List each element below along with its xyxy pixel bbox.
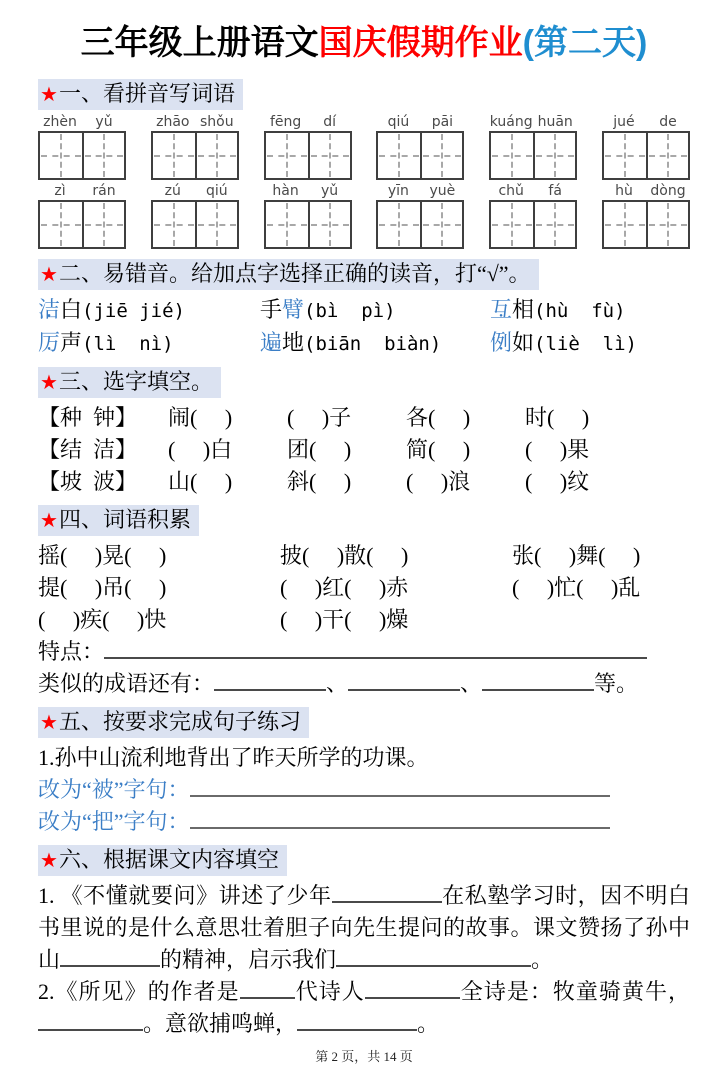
grid-cell (604, 202, 646, 247)
answer-blank (104, 638, 647, 659)
answer-blank (214, 670, 326, 691)
similar-label: 类似的成语还有： (38, 671, 215, 696)
trait-label: 特点： (38, 639, 105, 664)
fill-cell: 团( ) (287, 437, 352, 462)
idiom-cell: 张( )舞( ) (512, 543, 641, 568)
word-pronunciation-item: 厉 ●声(lì nì) (38, 327, 260, 360)
char-choice-row (38, 402, 690, 434)
answer-blank (336, 946, 531, 967)
writing-grid (602, 200, 690, 249)
grid-cell (646, 202, 688, 247)
star-icon: ★ (40, 264, 58, 286)
pinyin-grid-unit (264, 183, 352, 249)
pinyin-label: zú qiú (164, 183, 228, 199)
word-pronunciation-item: 遍 ●地(biān biàn) (260, 327, 490, 360)
grid-cell (604, 133, 646, 178)
fill-cell: 闹( ) (168, 405, 233, 430)
pronunciation-row (38, 327, 690, 360)
word-pronunciation-item: 洁 ●白(jiē jié) (38, 294, 260, 327)
writing-grid (264, 200, 352, 249)
pinyin-grid-unit (38, 183, 126, 249)
grid-cell (153, 133, 195, 178)
answer-blank (332, 882, 442, 903)
idiom-row (38, 572, 690, 604)
grid-cell (82, 202, 124, 247)
fill-cell: 山( ) (168, 469, 233, 494)
pinyin-label: hù dòng (615, 183, 686, 199)
fill-cell: 时( ) (525, 405, 590, 430)
bei-label: 改为“被”字句： (38, 777, 190, 802)
star-icon: ★ (40, 372, 58, 394)
section-4-title: 四、词语积累 (58, 507, 191, 532)
section-3-title: 三、选字填空。 (58, 369, 213, 394)
ba-sentence-line (38, 806, 690, 838)
separator: 、 (460, 671, 483, 696)
section-5-title: 五、按要求完成句子练习 (58, 709, 301, 734)
pinyin-label: hàn yǔ (272, 183, 339, 199)
idiom-cell: ( )红( )赤 (280, 575, 409, 600)
pinyin-options: (bì pì) (304, 300, 396, 322)
answer-blank (365, 978, 460, 999)
answer-blank (38, 1010, 143, 1031)
answer-blank (60, 946, 160, 967)
star-icon: ★ (40, 712, 58, 734)
pinyin-grid-unit (489, 183, 577, 249)
dotted-char: 臂 ● (282, 294, 304, 326)
pinyin-label: fēng dí (269, 114, 336, 130)
grid-cell (420, 202, 462, 247)
idiom-row (38, 540, 690, 572)
idiom-cell: ( )疾( )快 (38, 607, 167, 632)
pinyin-options: (hù fù) (534, 300, 626, 322)
footer-page-number: 第 2 页，共 14 页 (315, 1049, 413, 1064)
pinyin-label: qiú pāi (387, 114, 454, 130)
grid-cell (308, 202, 350, 247)
fill-cell: 简( ) (406, 437, 471, 462)
dotted-char: 洁 ● (38, 294, 60, 326)
similar-idioms-line (38, 668, 690, 700)
section-6-title: 六、根据课文内容填空 (58, 847, 279, 872)
writing-grid (376, 200, 464, 249)
word-pronunciation-item: 互 ●相(hù fù) (490, 294, 626, 327)
word-pronunciation-item: 例 ●如(liè lì) (490, 327, 637, 360)
dotted-char: 例 ● (490, 327, 512, 359)
dotted-char: 互 ● (490, 294, 512, 326)
fill-cell: ( )白 (168, 437, 233, 462)
idiom-row (38, 604, 690, 636)
trait-line (38, 636, 690, 668)
idiom-cell: 提( )吊( ) (38, 575, 167, 600)
grid-cell (378, 202, 420, 247)
pinyin-label: chǔ fá (498, 183, 562, 199)
char-choice-row (38, 434, 690, 466)
pinyin-options: (liè lì) (534, 333, 637, 355)
pinyin-options: (jiē jié) (82, 300, 185, 322)
answer-blank (190, 776, 610, 797)
word-pronunciation-item: 手臂 ●(bì pì) (260, 294, 490, 327)
pinyin-options: (lì nì) (82, 333, 174, 355)
grid-cell (40, 133, 82, 178)
pinyin-grid-unit (376, 114, 464, 180)
grid-cell (533, 133, 575, 178)
pinyin-grid-unit (376, 183, 464, 249)
idiom-cell: 摇( )晃( ) (38, 543, 167, 568)
pinyin-label: zhāo shǒu (156, 114, 234, 130)
grid-cell (195, 202, 237, 247)
pronunciation-row (38, 294, 690, 327)
section-6-header (38, 845, 287, 876)
grid-cell (378, 133, 420, 178)
pinyin-grid-unit (489, 114, 577, 180)
writing-grid (489, 200, 577, 249)
writing-grid (376, 131, 464, 180)
tail-text: 等。 (594, 671, 639, 696)
grid-cell (491, 133, 533, 178)
grid-cell (40, 202, 82, 247)
section-1-title: 一、看拼音写词语 (58, 81, 235, 106)
fill-cell: 各( ) (406, 405, 471, 430)
bei-sentence-line (38, 774, 690, 806)
writing-grid (151, 131, 239, 180)
writing-grid (151, 200, 239, 249)
char-options-bracket: 【结 洁】 (38, 437, 138, 462)
star-icon: ★ (40, 84, 58, 106)
answer-blank (240, 978, 295, 999)
fill-cell: ( )果 (525, 437, 590, 462)
pinyin-grid-row-2 (38, 183, 690, 249)
idiom-cell: ( )干( )燥 (280, 607, 409, 632)
writing-grid (38, 200, 126, 249)
grid-cell (82, 133, 124, 178)
dotted-char: 厉 ● (38, 327, 60, 359)
writing-grid (264, 131, 352, 180)
answer-blank (482, 670, 594, 691)
section-3-header (38, 367, 221, 398)
title-assignment: 国庆假期作业 (318, 24, 523, 62)
writing-grid (489, 131, 577, 180)
grid-cell (266, 133, 308, 178)
answer-blank (297, 1010, 417, 1031)
writing-grid (38, 131, 126, 180)
section-2-header (38, 259, 539, 290)
char-options-bracket: 【种 钟】 (38, 405, 138, 430)
pinyin-grid-unit (151, 183, 239, 249)
page-title (38, 20, 690, 66)
grid-cell (308, 133, 350, 178)
title-course: 三年级上册语文 (80, 24, 319, 62)
grid-cell (420, 133, 462, 178)
ba-label: 改为“把”字句： (38, 809, 190, 834)
pinyin-grid-unit (264, 114, 352, 180)
pinyin-grid-unit (151, 114, 239, 180)
pinyin-label: kuáng huān (489, 114, 573, 130)
section-1-header (38, 79, 243, 110)
fill-in-question-1: 1. 《不懂就要问》讲述了少年 在私塾学习时，因不明白书里说的是什么意思壮着胆子向先生提问的故事。课文赞扬了孙中山 的精神，启示我们 。 (38, 883, 690, 972)
pinyin-label: yīn yuè (387, 183, 456, 199)
char-options-bracket: 【坡 波】 (38, 469, 138, 494)
idiom-cell: ( )忙( )乱 (512, 575, 641, 600)
pinyin-options: (biān biàn) (304, 333, 442, 355)
grid-cell (266, 202, 308, 247)
pinyin-label: zhèn yǔ (43, 114, 113, 130)
idiom-cell: 披( )散( ) (280, 543, 409, 568)
grid-cell (153, 202, 195, 247)
grid-cell (533, 202, 575, 247)
fill-cell: ( )浪 (406, 469, 471, 494)
grid-cell (491, 202, 533, 247)
pinyin-label: jué de (613, 114, 677, 130)
writing-grid (602, 131, 690, 180)
answer-blank (190, 808, 610, 829)
separator: 、 (326, 671, 349, 696)
title-day: (第二天) (522, 24, 648, 62)
grid-cell (646, 133, 688, 178)
char-choice-row (38, 466, 690, 498)
section-5-header (38, 707, 309, 738)
fill-cell: ( )子 (287, 405, 352, 430)
pinyin-grid-unit (38, 114, 126, 180)
dotted-char: 遍 ● (260, 327, 282, 359)
pinyin-grid-unit (602, 183, 690, 249)
source-sentence: 1.孙中山流利地背出了昨天所学的功课。 (38, 745, 429, 770)
fill-in-question-2: 2.《所见》的作者是 代诗人 全诗是：牧童骑黄牛，。意欲捕鸣蝉， 。 (38, 979, 690, 1036)
fill-cell: 斜( ) (287, 469, 352, 494)
section-4-header (38, 505, 199, 536)
star-icon: ★ (40, 510, 58, 532)
section-2-title: 二、易错音。给加点字选择正确的读音，打“√”。 (58, 261, 531, 286)
pinyin-label: zì rán (54, 183, 116, 199)
grid-cell (195, 133, 237, 178)
answer-blank (348, 670, 460, 691)
fill-cell: ( )纹 (525, 469, 590, 494)
pinyin-grid-unit (602, 114, 690, 180)
pinyin-grid-row-1 (38, 114, 690, 180)
star-icon: ★ (40, 850, 58, 872)
